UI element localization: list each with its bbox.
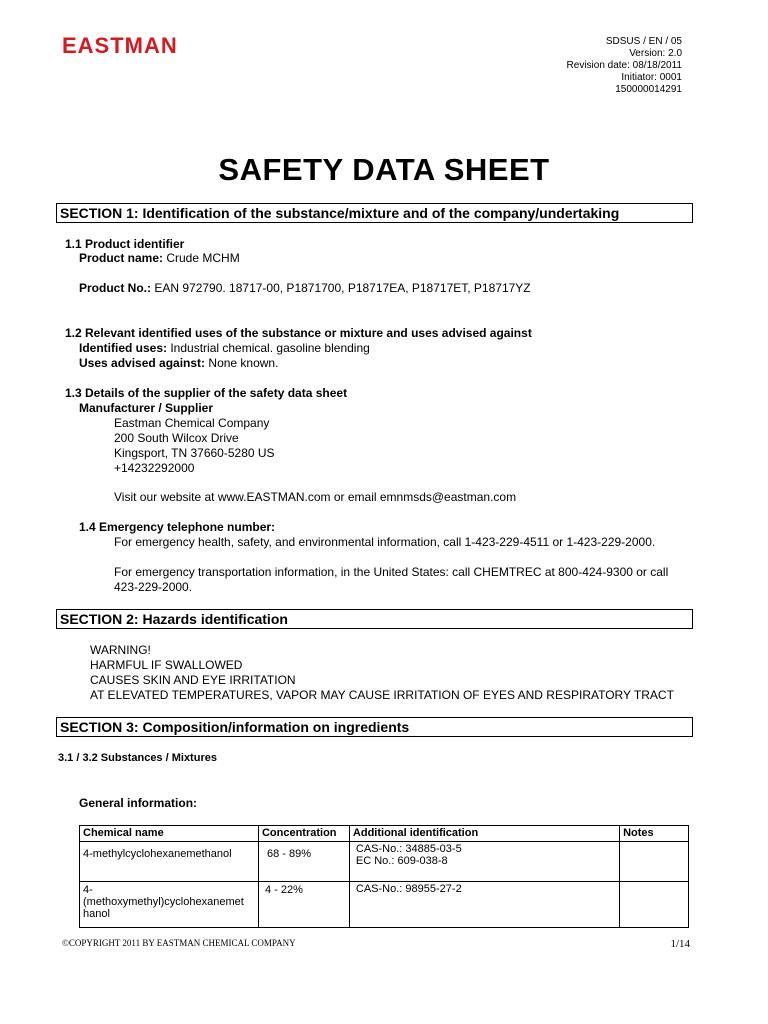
transport-line: 423-229-2000.: [114, 580, 193, 594]
cell-chemical-name: 4-methylcyclohexanemethanol: [80, 842, 259, 882]
uses-advised-value: None known.: [205, 356, 279, 370]
cell-additional-id: [349, 882, 619, 928]
s31-heading: 3.1 / 3.2 Substances / Mixtures: [58, 752, 217, 764]
doc-number: 150000014291: [615, 84, 682, 95]
table-row: [80, 882, 689, 928]
eastman-logo: EASTMAN: [62, 33, 178, 58]
initiator: Initiator: 0001: [621, 72, 682, 83]
s14-heading: 1.4 Emergency telephone number:: [79, 520, 276, 534]
s11-heading: 1.1 Product identifier: [65, 237, 185, 251]
hazard-line: WARNING!: [90, 643, 151, 657]
hazard-line: HARMFUL IF SWALLOWED: [90, 658, 243, 672]
address-line: Eastman Chemical Company: [114, 416, 270, 430]
address-line: 200 South Wilcox Drive: [114, 431, 239, 445]
section3-heading: SECTION 3: Composition/information on ingredients: [56, 717, 693, 737]
address-line: Kingsport, TN 37660-5280 US: [114, 446, 275, 460]
uses-advised-label: Uses advised against:: [79, 356, 206, 370]
page-number: 1/14: [670, 938, 690, 950]
transport-line: For emergency transportation information, in the United States: call CHEMTREC at 800-424-9300 or call: [114, 565, 669, 579]
identified-uses: [79, 341, 370, 356]
doc-version: Version: 2.0: [629, 48, 682, 59]
col-header-additional-id: Additional identification: [349, 826, 619, 842]
document-meta: [567, 36, 682, 96]
uses-advised-against: [79, 356, 278, 371]
cell-notes: [620, 882, 689, 928]
general-info-label: General information:: [79, 796, 198, 810]
product-no-label: Product No.:: [79, 281, 151, 295]
revision-date: Revision date: 08/18/2011: [566, 60, 682, 71]
hazard-line: CAUSES SKIN AND EYE IRRITATION: [90, 673, 296, 687]
website-line: Visit our website at www.EASTMAN.com or email emnmsds@eastman.com: [114, 490, 517, 504]
phone-line: +14232292000: [114, 461, 195, 475]
cell-chemical-name: 4- (methoxymethyl)cyclohexanemet hanol: [80, 882, 259, 928]
product-no: [79, 281, 531, 296]
col-header-chemical-name: Chemical name: [80, 826, 259, 842]
cell-additional-id: [349, 842, 619, 882]
copyright-text: ©COPYRIGHT 2011 BY EASTMAN CHEMICAL COMPANY: [62, 938, 296, 948]
section1-heading: SECTION 1: Identification of the substance/mixture and of the company/undertaking: [56, 203, 693, 223]
hazard-line: AT ELEVATED TEMPERATURES, VAPOR MAY CAUSE IRRITATION OF EYES AND RESPIRATORY TRACT: [90, 688, 674, 702]
identified-uses-label: Identified uses:: [79, 341, 168, 355]
col-header-notes: Notes: [620, 826, 689, 842]
cas-number: CAS-No.: 34885-03-5: [355, 843, 462, 855]
table-row: [80, 842, 689, 882]
table-header-row: [80, 826, 689, 842]
section2-heading: SECTION 2: Hazards identification: [56, 609, 693, 629]
product-no-value: EAN 972790. 18717-00, P1871700, P18717EA, P18717ET, P18717YZ: [151, 281, 531, 295]
s12-heading: 1.2 Relevant identified uses of the substance or mixture and uses advised against: [65, 326, 532, 340]
ingredients-table: [79, 825, 689, 928]
identified-uses-value: Industrial chemical. gasoline blending: [167, 341, 370, 355]
product-name: [79, 251, 240, 266]
cell-concentration: 68 - 89%: [258, 842, 349, 882]
s13-heading: 1.3 Details of the supplier of the safety data sheet: [65, 386, 348, 400]
ec-number: EC No.: 609-038-8: [355, 855, 448, 867]
product-name-label: Product name:: [79, 251, 164, 265]
cell-notes: [620, 842, 689, 882]
emergency-line: For emergency health, safety, and environmental information, call 1-423-229-4511 or 1-423-229-2000.: [114, 535, 656, 549]
page-title: SAFETY DATA SHEET: [218, 152, 550, 187]
manufacturer-label: Manufacturer / Supplier: [79, 401, 214, 415]
cell-concentration: 4 - 22%: [258, 882, 349, 928]
doc-code: SDSUS / EN / 05: [605, 36, 682, 47]
cas-number: CAS-No.: 98955-27-2: [355, 883, 462, 895]
product-name-value: Crude MCHM: [163, 251, 240, 265]
col-header-concentration: Concentration: [258, 826, 349, 842]
